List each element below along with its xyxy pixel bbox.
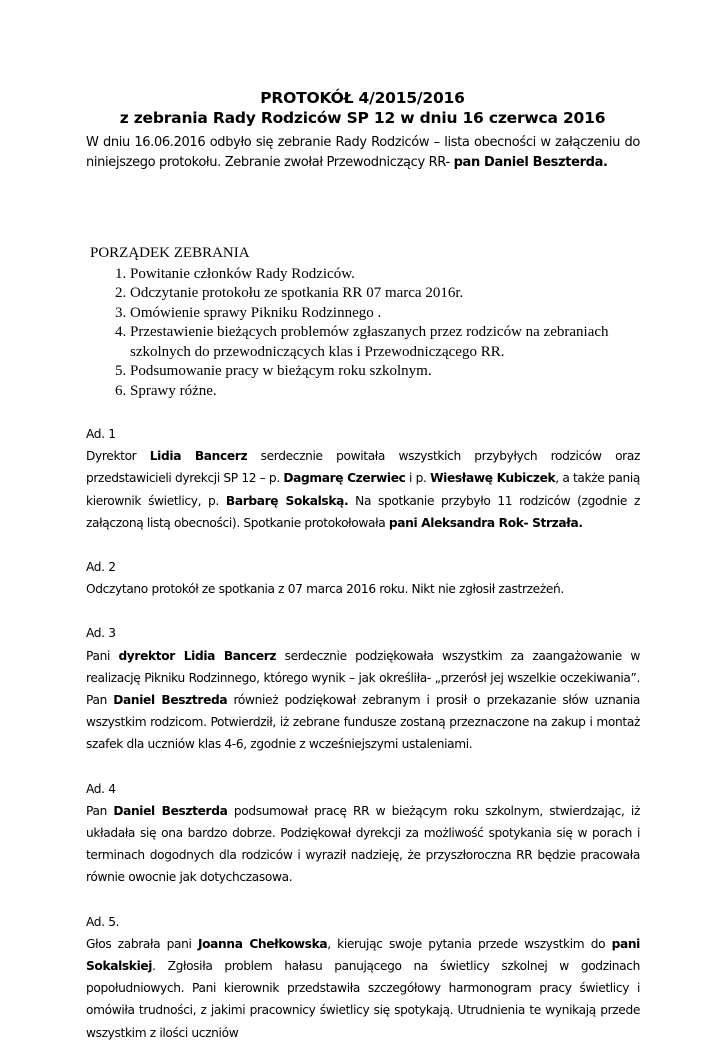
text-run: i p.	[405, 471, 431, 486]
section-heading: Ad. 1	[86, 427, 116, 441]
section-heading: Ad. 4	[86, 781, 116, 796]
person-name: dyrektor Lidia Bancerz	[118, 648, 277, 663]
section-ad4	[86, 778, 640, 889]
agenda-item: 6. Sprawy różne.	[130, 382, 650, 402]
text-run: Pan	[86, 803, 114, 818]
agenda	[90, 244, 650, 401]
agenda-item: 5. Podsumowanie pracy w bieżącym roku szkolnym.	[130, 362, 650, 382]
section-text: Odczytano protokół ze spotkania z 07 marca 2016 roku. Nikt nie zgłosił zastrzeżeń.	[86, 582, 564, 597]
section-ad2	[86, 556, 640, 600]
agenda-item: 4. Przestawienie bieżących problemów zgłaszanych przez rodziców na zebraniach szkolnych do przewodniczących klas i Przewodniczącego RR.	[130, 323, 650, 362]
intro-chairman: pan Daniel Beszterda.	[453, 155, 608, 170]
section-text	[86, 645, 640, 756]
text-run: , kierując swoje pytania przede wszystkim do	[327, 936, 612, 951]
agenda-item: 1. Powitanie członków Rady Rodziców.	[130, 265, 650, 285]
person-name: pani Aleksandra Rok- Strzała.	[388, 515, 583, 530]
text-run: Pani	[86, 648, 119, 663]
agenda-item: 3. Omówienie sprawy Pikniku Rodzinnego .	[130, 304, 650, 324]
section-ad3	[86, 622, 640, 755]
section-text	[86, 933, 640, 1044]
person-name: Lidia Bancerz	[149, 449, 248, 464]
text-run: . Zgłosiła problem hałasu panującego na świetlicy szkolnej w godzinach popołudniowych. Pani kierownik przedstawiła szczegółowy harmonogram pracy świetlicy i omówiła trudności, z jakimi pracownicy świetlicy się spotykają. Utrudnienia te wynikają przede wszystkim z ilości uczniów	[86, 959, 640, 1040]
section-heading: Ad. 5.	[86, 914, 120, 929]
text-run: Głos zabrała pani	[86, 936, 198, 951]
person-name: pani Sokalskiej	[86, 936, 640, 974]
agenda-item: 2. Odczytanie protokołu ze spotkania RR 07 marca 2016r.	[130, 284, 650, 304]
person-name: Daniel Beszterda	[113, 803, 228, 818]
agenda-list	[90, 265, 650, 402]
section-heading: Ad. 2	[86, 560, 116, 575]
text-run: , a także panią kierownik świetlicy, p.	[86, 471, 640, 508]
section-text	[86, 800, 640, 889]
person-name: Daniel Besztreda	[113, 693, 228, 708]
section-heading: Ad. 3	[86, 626, 116, 641]
person-name: Wiesławę Kubiczek	[430, 471, 556, 486]
text-run: serdecznie podziękowała wszystkim za zaangażowanie w realizację Pikniku Rodzinnego, którego wynik – jak określiła- „przerósł jej wszelkie oczekiwania”. Pan	[86, 648, 641, 708]
section-text	[86, 445, 640, 534]
text-run: Dyrektor	[86, 449, 150, 464]
section-ad1	[86, 423, 640, 534]
agenda-title: PORZĄDEK ZEBRANIA	[90, 245, 250, 261]
person-name: Dagmarę Czerwiec	[283, 471, 406, 486]
text-run: Na spotkanie przybyło 11 rodziców (zgodnie z załączoną listą obecności). Spotkanie protokołowała	[86, 493, 640, 530]
document-body	[86, 423, 640, 1044]
person-name: Joanna Chełkowska	[197, 936, 328, 951]
text-run: również podziękował zebranym i prosił o przekazanie słów uznania wszystkim rodzicom. Potwierdził, iż zebrane fundusze zostaną przeznaczone na zakup i montaż szafek dla uczniów klas 4-6, zgodnie z wcześniejszymi ustaleniami.	[86, 693, 640, 752]
intro-paragraph	[86, 133, 640, 173]
document-subtitle: z zebrania Rady Rodziców SP 12 w dniu 16 czerwca 2016	[119, 109, 606, 127]
document-title: PROTOKÓŁ 4/2015/2016	[260, 89, 465, 107]
text-run: serdecznie powitała wszystkich przybyłych rodziców oraz przedstawicieli dyrekcji SP 12 – p.	[86, 449, 640, 486]
text-run: podsumował pracę RR w bieżącym roku szkolnym, stwierdzając, iż układała się ona bardzo dobrze. Podziękował dyrekcji za możliwość spotykania się w porach i terminach dogodnych dla rodziców i wyraził nadzieję, że przyszłoroczna RR będzie pracowała równie owocnie jak dotychczasowa.	[86, 803, 640, 885]
person-name: Barbarę Sokalską.	[225, 493, 349, 508]
intro-text: W dniu 16.06.2016 odbyło się zebranie Rady Rodziców – lista obecności w załączeniu do niniejszego protokołu. Zebranie zwołał Przewodniczący RR-	[86, 135, 640, 170]
